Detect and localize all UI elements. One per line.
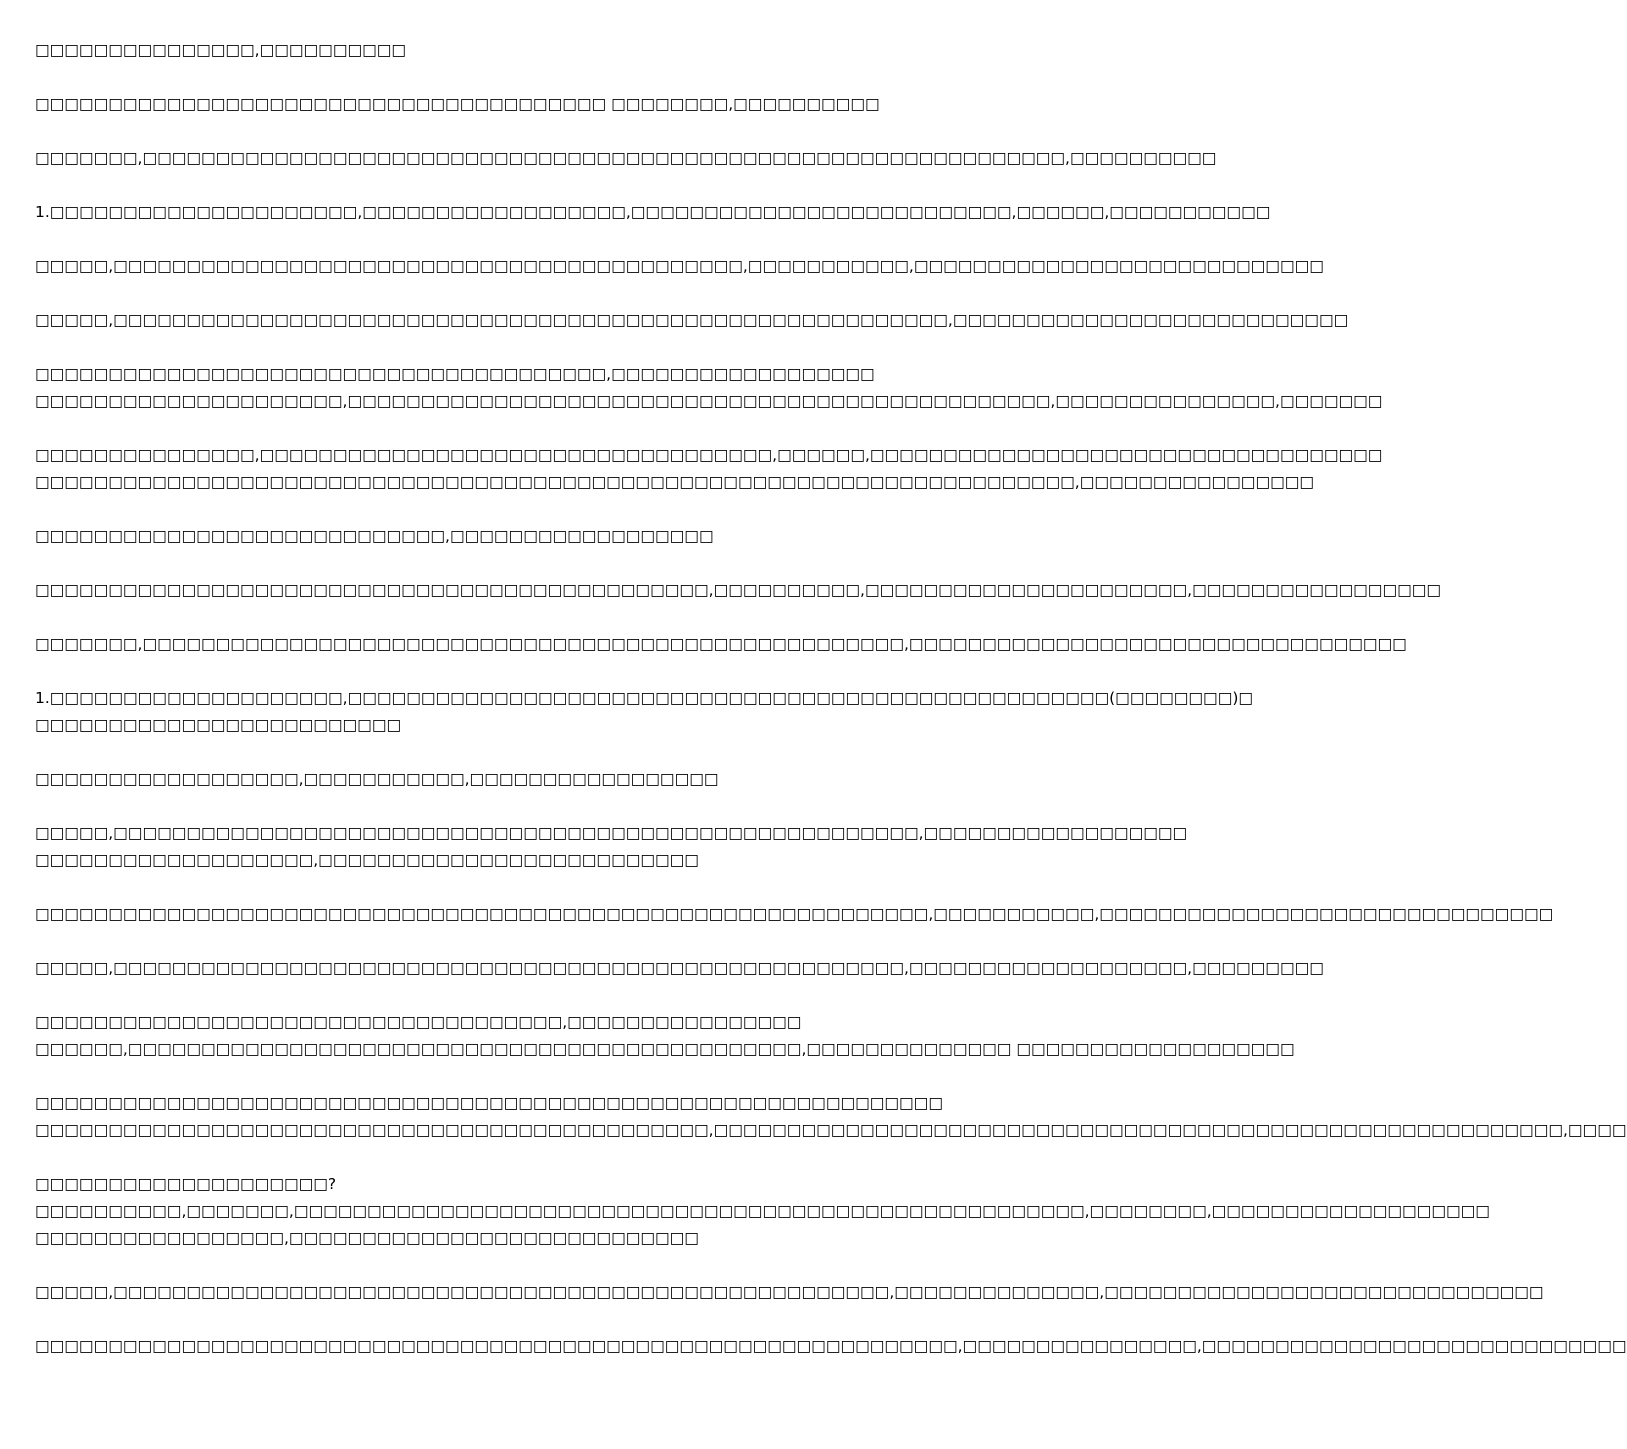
paragraph: [35, 766, 989, 793]
text-line: □□□□□□□□□□□□□□□□□□□□□□□□□□□□□□□□□□□□□□□□□□□□□□□□□□□□□□□□□□□□□□: [35, 1094, 943, 1112]
paragraph: [35, 1333, 1627, 1360]
paragraph: [35, 577, 1442, 604]
text-line: □□□□□,□□□□□□□□□□□□□□□□□□□□□□□□□□□□□□□□□□□□□□□□□□□,□□□□□□□□□□□,□□□□□□□□□□□□□□□□□□□□□□□□□□□□: [35, 257, 1324, 275]
text-line: □□□□□□□□□□□□□□□□□□□□?: [35, 1175, 337, 1193]
paragraph: [35, 631, 1407, 658]
text-line: □□□□□□□□□□□□□□□□□□□□□□□□□□□□□□□□□□□□□□□□□□□□□□□□□□□□□□□□□□□□□,□□□□□□□□□□□,□□□□□□□□□□□□□□□□□□□□□□□□□□□□□□□: [35, 905, 1554, 923]
text-line: 1.□□□□□□□□□□□□□□□□□□□□,□□□□□□□□□□□□□□□□□□□□□□□□□□□□□□□□□□□□□□□□□□□□□□□□□□□□(□□□□□□□□)□: [35, 689, 1254, 707]
text-line: □□□□□□,□□□□□□□□□□□□□□□□□□□□□□□□□□□□□□□□□□□□□□□□□□□□□□,□□□□□□□□□□□□□□ □□□□□□□□□□□□□□□□□□□: [35, 1040, 1295, 1058]
text-line: □□□□□□□□□□□□□□□□□□□□□□□□□□□□□□□□□□□□□□□□□□□□□□□□□□□□□□□□□□□□□□□□□□□□□□□,□□□□□□□□□□□□□□□□: [35, 473, 1315, 491]
text-line: □□□□□□□□□□,□□□□□□□,□□□□□□□□□□□□□□□□□□□□□□□□□□□□□□□□□□□□□□□□□□□□□□□□□□□□□□,□□□□□□□□,□□□□□□□□□□□□□□□□□□□: [35, 1202, 1490, 1220]
paragraph: [35, 685, 1254, 739]
paragraph: [35, 253, 1324, 280]
paragraph: [35, 1279, 1544, 1306]
paragraph: [35, 1171, 1490, 1252]
text-line: 1.□□□□□□□□□□□□□□□□□□□□□,□□□□□□□□□□□□□□□□□□,□□□□□□□□□□□□□□□□□□□□□□□□□□,□□□□□□,□□□□□□□□□□□: [35, 203, 1271, 221]
text-line: □□□□□□□□□□□□□□□,□□□□□□□□□□: [35, 41, 407, 59]
paragraph: [35, 361, 1383, 415]
paragraph: [35, 145, 1217, 172]
text-line: □□□□□□□□□□□□□□□□□□□□□□□□□□□□□□□□□□□□□□□□□□□□□□,□□□□□□□□□□□□□□□□□□□□□□□□□□□□□□□□□□□□□□□□□□□□□□□□□□□□□□□□□□,□□□□: [35, 1121, 1627, 1139]
paragraph: [35, 901, 1554, 928]
text-line: □□□□□□□□□□□□□□□□□□□□□□□□□□□□□□□□□□□□□□□□□□□□□□□□□□□□□□□□□□□□□□□,□□□□□□□□□□□□□□□□,□□□□□□□□□□□□□□□□□□□□□□□□□□□□□: [35, 1337, 1627, 1355]
paragraph: [35, 91, 989, 118]
text-line: □□□□□□□,□□□□□□□□□□□□□□□□□□□□□□□□□□□□□□□□□□□□□□□□□□□□□□□□□□□□,□□□□□□□□□□□□□□□□□□□□□□□□□□□□□□□□□□: [35, 635, 1407, 653]
paragraph: [35, 820, 1188, 874]
paragraph: [35, 1009, 1295, 1063]
text-line: □□□□□□□□□□□□□□□□□□□□□□□□□□□□□□□□□□□□,□□□□□□□□□□□□□□□□: [35, 1013, 802, 1031]
text-line: □□□□□□□□□□□□□□□□□□,□□□□□□□□□□□,□□□□□□□□□□□□□□□□□: [35, 770, 719, 788]
text-line: □□□□□,□□□□□□□□□□□□□□□□□□□□□□□□□□□□□□□□□□□□□□□□□□□□□□□□□□□□□□,□□□□□□□□□□□□□□□□□□□,□□□□□□□□□: [35, 959, 1324, 977]
text-line: □□□□□□□□□□□□□□□□□□□□□□□□□: [35, 716, 402, 734]
paragraph: [35, 442, 1383, 496]
text-line: □□□□□□□□□□□□□□□□□□□,□□□□□□□□□□□□□□□□□□□□□□□□□□: [35, 851, 699, 869]
paragraph: [35, 199, 1271, 226]
text-line: □□□□□□□□□□□□□□□□□□□□□□□□□□□□□□□□□□□□□□□ □□□□□□□□,□□□□□□□□□□: [35, 95, 880, 113]
paragraph: [35, 1090, 1627, 1144]
text-line: □□□□□□□□□□□□□□□□□□□□□□□□□□□□□□□□□□□□□□□□□□□□□□,□□□□□□□□□□,□□□□□□□□□□□□□□□□□□□□□□,□□□□□□□□□□□□□□□□□: [35, 581, 1442, 599]
paragraph: [35, 307, 1349, 334]
document-page: [35, 37, 1627, 1387]
text-line: □□□□□,□□□□□□□□□□□□□□□□□□□□□□□□□□□□□□□□□□□□□□□□□□□□□□□□□□□□□,□□□□□□□□□□□□□□,□□□□□□□□□□□□□□□□□□□□□□□□□□□□□□: [35, 1283, 1544, 1301]
text-line: □□□□□□□□□□□□□□□□□□□□□,□□□□□□□□□□□□□□□□□□□□□□□□□□□□□□□□□□□□□□□□□□□□□□□□,□□□□□□□□□□□□□□□,□□□□□□□: [35, 392, 1383, 410]
paragraph: [35, 955, 1324, 982]
text-line: □□□□□□□□□□□□□□□□□□□□□□□□□□□□,□□□□□□□□□□□□□□□□□□: [35, 527, 714, 545]
text-line: □□□□□□□□□□□□□□□□□□□□□□□□□□□□□□□□□□□□□□□,□□□□□□□□□□□□□□□□□□: [35, 365, 875, 383]
text-line: □□□□□□□,□□□□□□□□□□□□□□□□□□□□□□□□□□□□□□□□□□□□□□□□□□□□□□□□□□□□□□□□□□□□□□□,□□□□□□□□□□: [35, 149, 1217, 167]
paragraph: [35, 523, 989, 550]
text-line: □□□□□,□□□□□□□□□□□□□□□□□□□□□□□□□□□□□□□□□□□□□□□□□□□□□□□□□□□□□□□□□,□□□□□□□□□□□□□□□□□□□□□□□□□□□: [35, 311, 1349, 329]
text-line: □□□□□□□□□□□□□□□,□□□□□□□□□□□□□□□□□□□□□□□□□□□□□□□□□□□,□□□□□□,□□□□□□□□□□□□□□□□□□□□□□□□□□□□□□□□□□□: [35, 446, 1383, 464]
text-line: □□□□□,□□□□□□□□□□□□□□□□□□□□□□□□□□□□□□□□□□□□□□□□□□□□□□□□□□□□□□□,□□□□□□□□□□□□□□□□□□: [35, 824, 1188, 842]
paragraph: [35, 37, 989, 64]
text-line: □□□□□□□□□□□□□□□□□,□□□□□□□□□□□□□□□□□□□□□□□□□□□□: [35, 1229, 699, 1247]
